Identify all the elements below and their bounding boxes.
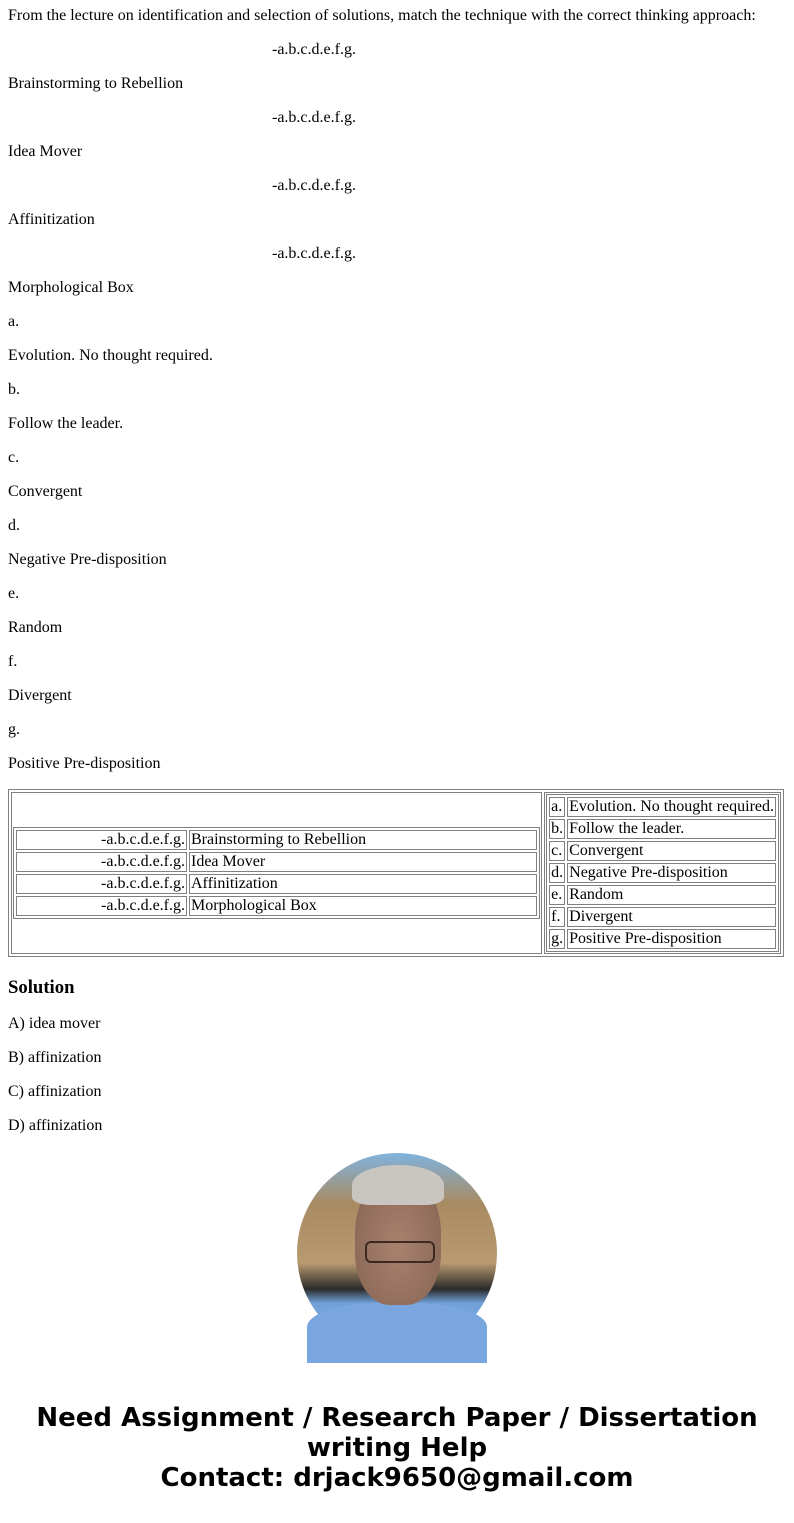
author-avatar bbox=[297, 1153, 497, 1353]
option-letter: e. bbox=[549, 885, 565, 905]
option-letter-e: e. bbox=[8, 585, 20, 602]
document-content bbox=[8, 0, 786, 1134]
option-row bbox=[549, 929, 776, 949]
options-table bbox=[546, 794, 779, 952]
match-select-cell[interactable]: -a.b.c.d.e.f.g. bbox=[16, 830, 187, 850]
technique-row bbox=[16, 896, 537, 916]
technique-row bbox=[16, 874, 537, 894]
technique-label-4: Morphological Box bbox=[8, 279, 134, 296]
technique-row bbox=[16, 830, 537, 850]
option-text-a: Evolution. No thought required. bbox=[8, 347, 213, 364]
option-letter: a. bbox=[549, 797, 565, 817]
technique-row bbox=[16, 852, 537, 872]
option-letter-b: b. bbox=[8, 381, 20, 398]
avatar-hair bbox=[352, 1165, 444, 1205]
option-letter-a: a. bbox=[8, 313, 20, 330]
techniques-table bbox=[13, 827, 540, 919]
match-select-cell[interactable]: -a.b.c.d.e.f.g. bbox=[16, 852, 187, 872]
technique-label-1: Brainstorming to Rebellion bbox=[8, 75, 184, 92]
solution-answer: A) idea mover bbox=[8, 1015, 101, 1032]
option-text-e: Random bbox=[8, 619, 63, 636]
option-letter-c: c. bbox=[8, 449, 20, 466]
matching-table bbox=[8, 789, 784, 957]
promo-line-2: writing Help bbox=[306, 1433, 488, 1463]
options-cell bbox=[544, 792, 781, 954]
option-letter: f. bbox=[549, 907, 565, 927]
promo-banner bbox=[0, 1403, 794, 1493]
option-text: Evolution. No thought required. bbox=[569, 798, 774, 815]
option-row bbox=[549, 819, 776, 839]
option-letter-f: f. bbox=[8, 653, 18, 670]
option-text-c: Convergent bbox=[8, 483, 83, 500]
option-text: Follow the leader. bbox=[567, 819, 776, 839]
technique-label-2: Idea Mover bbox=[8, 143, 83, 160]
solution-answer: D) affinization bbox=[8, 1117, 103, 1134]
option-text: Random bbox=[567, 885, 776, 905]
option-text-d: Negative Pre-disposition bbox=[8, 551, 167, 568]
option-text-f: Divergent bbox=[8, 687, 72, 704]
option-row bbox=[549, 797, 776, 817]
technique-cell: Idea Mover bbox=[189, 852, 537, 872]
match-select-4[interactable]: -a.b.c.d.e.f.g. bbox=[272, 245, 356, 262]
technique-label-3: Affinitization bbox=[8, 211, 95, 228]
option-letter: g. bbox=[551, 930, 564, 947]
option-letter: c. bbox=[549, 841, 565, 861]
question-prompt: From the lecture on identification and selection of solutions, match the technique with the correct thinking approach: bbox=[8, 7, 756, 24]
match-select-1[interactable]: -a.b.c.d.e.f.g. bbox=[272, 41, 356, 58]
match-select-cell[interactable]: -a.b.c.d.e.f.g. bbox=[16, 874, 187, 894]
option-row bbox=[549, 885, 776, 905]
option-text: Positive Pre-disposition bbox=[567, 929, 776, 949]
solution-answer: C) affinization bbox=[8, 1083, 102, 1100]
solution-heading: Solution bbox=[8, 977, 75, 998]
avatar-shirt bbox=[307, 1303, 487, 1363]
promo-contact[interactable]: Contact: drjack9650@gmail.com bbox=[160, 1463, 634, 1493]
option-letter: d. bbox=[551, 864, 564, 881]
solution-answer: B) affinization bbox=[8, 1049, 102, 1066]
promo-line-1: Need Assignment / Research Paper / Dissertation bbox=[36, 1403, 758, 1433]
option-row bbox=[549, 841, 776, 861]
option-letter-g: g. bbox=[8, 721, 20, 738]
match-select-2[interactable]: -a.b.c.d.e.f.g. bbox=[272, 109, 356, 126]
option-text-g: Positive Pre-disposition bbox=[8, 755, 161, 772]
option-letter-d: d. bbox=[8, 517, 20, 534]
match-select-3[interactable]: -a.b.c.d.e.f.g. bbox=[272, 177, 356, 194]
option-letter: b. bbox=[551, 820, 564, 837]
avatar-glasses bbox=[365, 1241, 435, 1263]
option-row bbox=[549, 907, 776, 927]
option-text: Convergent bbox=[567, 841, 776, 861]
option-text: Divergent bbox=[567, 907, 776, 927]
techniques-cell bbox=[11, 792, 542, 954]
technique-cell: Affinitization bbox=[189, 874, 537, 894]
technique-cell: Morphological Box bbox=[189, 896, 537, 916]
match-select-cell[interactable]: -a.b.c.d.e.f.g. bbox=[16, 896, 187, 916]
option-text: Negative Pre-disposition bbox=[567, 863, 776, 883]
technique-cell: Brainstorming to Rebellion bbox=[189, 830, 537, 850]
option-row bbox=[549, 863, 776, 883]
option-text-b: Follow the leader. bbox=[8, 415, 124, 432]
